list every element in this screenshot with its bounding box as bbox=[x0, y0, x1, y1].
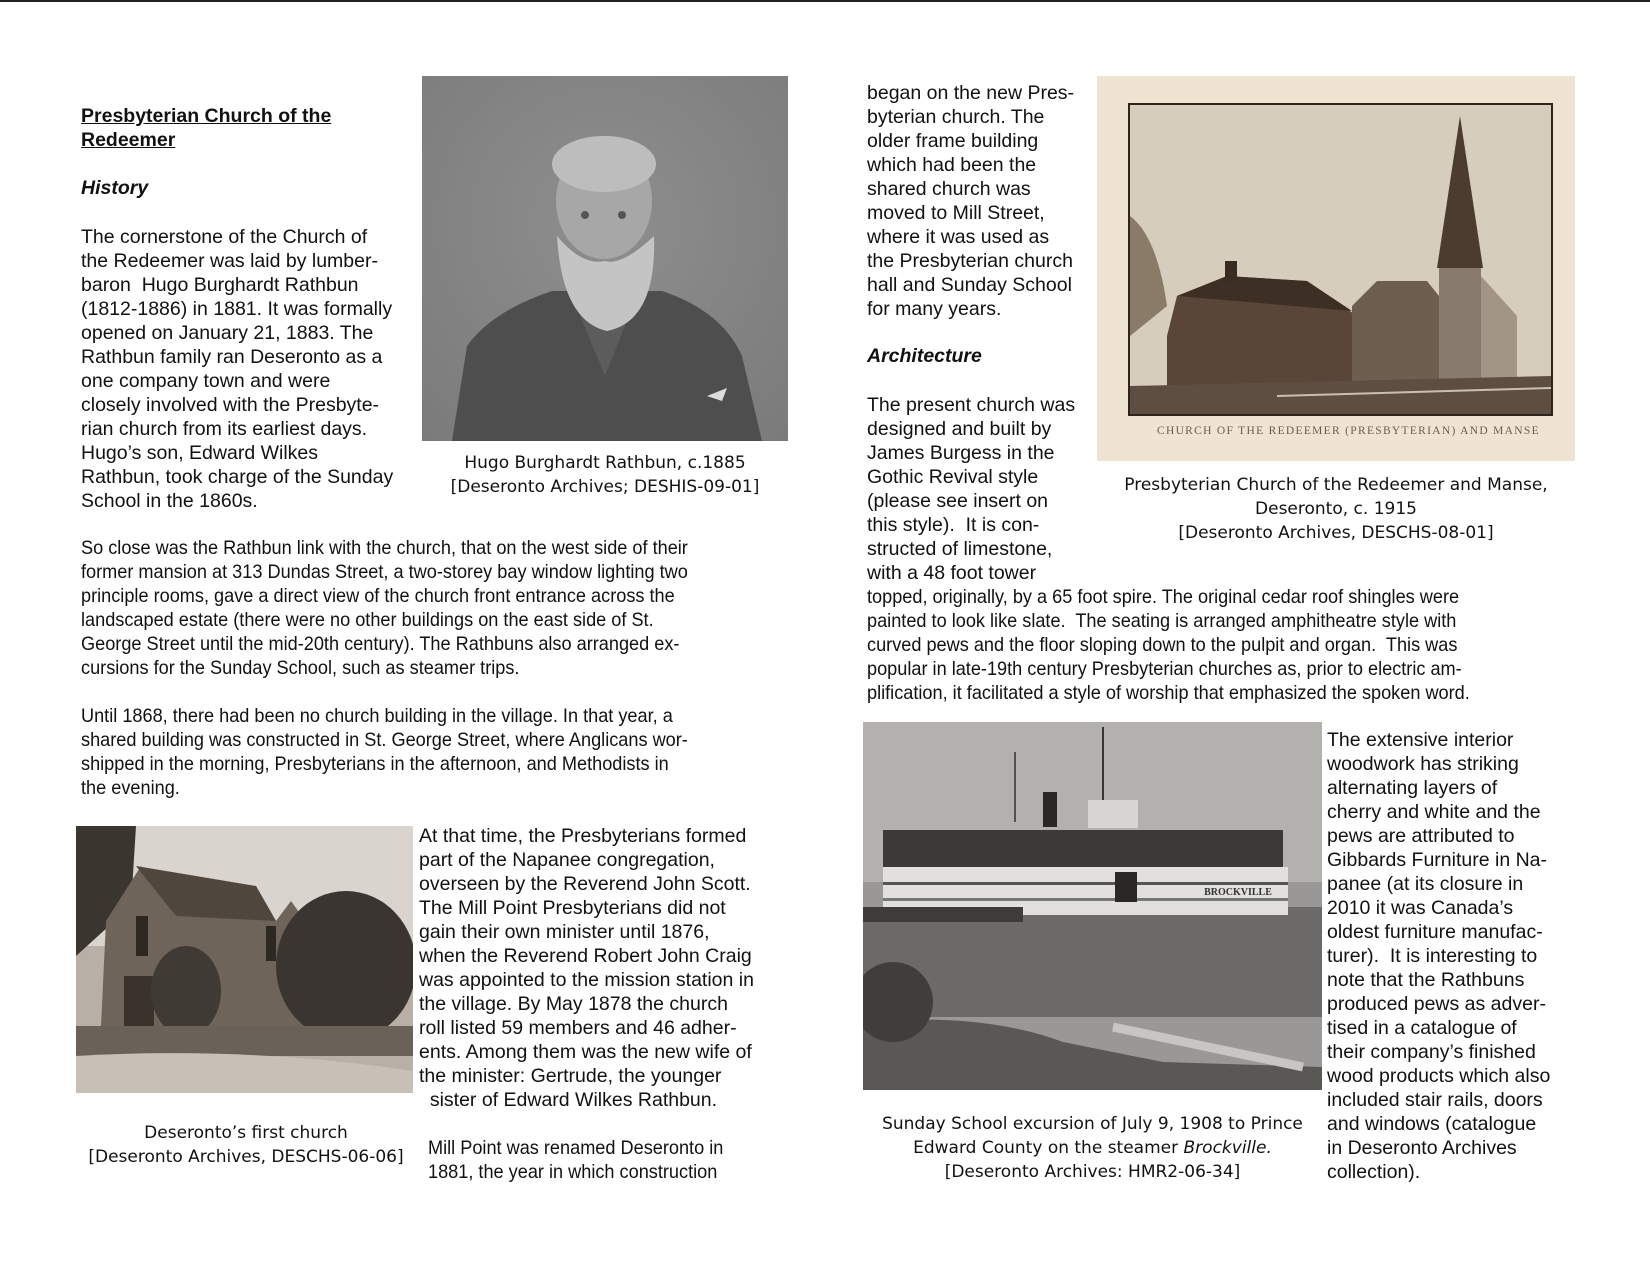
text-line: tised in a catalogue of bbox=[1327, 1017, 1517, 1039]
page-title bbox=[81, 104, 331, 152]
history-paragraph-1 bbox=[81, 225, 393, 513]
text-line: (please see insert on bbox=[867, 490, 1049, 512]
text-line: structed of limestone, bbox=[867, 538, 1053, 560]
text-line: the village. By May 1878 the church bbox=[419, 993, 728, 1015]
first-church-image bbox=[76, 826, 413, 1093]
text-line: The cornerstone of the Church of bbox=[81, 226, 368, 248]
text-line: collection). bbox=[1327, 1161, 1421, 1183]
text-line: rian church from its earliest days. bbox=[81, 418, 368, 440]
text-line: principle rooms, gave a direct view of the church front entrance across the bbox=[81, 585, 675, 607]
text-line: which had been the bbox=[867, 154, 1037, 176]
ship-name: BROCKVILLE bbox=[1204, 887, 1272, 898]
text-line: The extensive interior bbox=[1327, 729, 1514, 751]
church-manse-image bbox=[1097, 76, 1575, 461]
text-line: hall and Sunday School bbox=[867, 274, 1072, 296]
title-line: Presbyterian Church of the bbox=[81, 105, 332, 127]
text-line: began on the new Pres- bbox=[867, 82, 1075, 104]
text-line: the Redeemer was laid by lumber- bbox=[81, 250, 378, 272]
portrait-image bbox=[422, 76, 788, 441]
text-line: Gothic Revival style bbox=[867, 466, 1039, 488]
ship-name-italic: Brockville. bbox=[1183, 1138, 1272, 1158]
text-line: Mill Point was renamed Deseronto in bbox=[428, 1137, 724, 1159]
history-heading: History bbox=[81, 177, 149, 199]
text-line: the minister: Gertrude, the younger bbox=[419, 1065, 722, 1087]
text-line: cherry and white and the bbox=[1327, 801, 1541, 823]
text-line: moved to Mill Street, bbox=[867, 202, 1045, 224]
text-line: shared building was constructed in St. George Street, where Anglicans wor- bbox=[81, 729, 688, 751]
caption-line: Deseronto’s first church bbox=[144, 1123, 348, 1143]
text-line: Rathbun family ran Deseronto as a bbox=[81, 346, 383, 368]
architecture-paragraph-2 bbox=[867, 585, 1470, 705]
text-line: baron Hugo Burghardt Rathbun bbox=[81, 274, 359, 296]
text-line: overseen by the Reverend John Scott. bbox=[419, 873, 751, 895]
steamer-caption bbox=[863, 1112, 1322, 1184]
caption-line: Edward County on the steamer bbox=[913, 1138, 1184, 1158]
history-paragraph-3 bbox=[81, 704, 688, 800]
text-line: with a 48 foot tower bbox=[867, 562, 1037, 584]
text-line: (1812-1886) in 1881. It was formally bbox=[81, 298, 393, 320]
text-line: panee (at its closure in bbox=[1327, 873, 1524, 895]
text-line: 2010 it was Canada’s bbox=[1327, 897, 1514, 919]
text-line: alternating layers of bbox=[1327, 777, 1498, 799]
church-manse-caption bbox=[1097, 473, 1575, 545]
history-paragraph-2 bbox=[81, 536, 688, 680]
caption-line: [Deseronto Archives: HMR2-06-34] bbox=[944, 1162, 1241, 1182]
text-line: ents. Among them was the new wife of bbox=[419, 1041, 752, 1063]
text-line: plification, it facilitated a style of worship that emphasized the spoken word. bbox=[867, 682, 1470, 704]
text-line: the Presbyterian church bbox=[867, 250, 1073, 272]
text-line: shipped in the morning, Presbyterians in the afternoon, and Methodists in bbox=[81, 753, 669, 775]
text-line: Hugo’s son, Edward Wilkes bbox=[81, 442, 318, 464]
portrait-caption bbox=[422, 451, 788, 499]
text-line: roll listed 59 members and 46 adher- bbox=[419, 1017, 737, 1039]
text-line: this style). It is con- bbox=[867, 514, 1040, 536]
text-line: opened on January 21, 1883. The bbox=[81, 322, 374, 344]
caption-line: Sunday School excursion of July 9, 1908 to Prince bbox=[882, 1114, 1303, 1134]
text-line: painted to look like slate. The seating is arranged amphitheatre style with bbox=[867, 610, 1457, 632]
text-line: Rathbun, took charge of the Sunday bbox=[81, 466, 394, 488]
text-line: one company town and were bbox=[81, 370, 331, 392]
text-line: The present church was bbox=[867, 394, 1076, 416]
text-line: curved pews and the floor sloping down to the pulpit and organ. This was bbox=[867, 634, 1458, 656]
text-line: popular in late-19th century Presbyterian churches as, prior to electric am- bbox=[867, 658, 1462, 680]
text-line: So close was the Rathbun link with the church, that on the west side of their bbox=[81, 537, 688, 559]
church-manse-photo bbox=[1097, 76, 1575, 461]
page-top-border bbox=[0, 0, 1650, 2]
text-line: landscaped estate (there were no other buildings on the east side of St. bbox=[81, 609, 654, 631]
text-line: James Burgess in the bbox=[867, 442, 1055, 464]
text-line: included stair rails, doors bbox=[1327, 1089, 1543, 1111]
church-manse-printed-caption: CHURCH OF THE REDEEMER (PRESBYTERIAN) AND MANSE bbox=[1157, 425, 1540, 437]
text-line: was appointed to the mission station in bbox=[419, 969, 754, 991]
portrait-photo bbox=[422, 76, 788, 441]
text-line: where it was used as bbox=[867, 226, 1050, 248]
text-line: turer). It is interesting to bbox=[1327, 945, 1538, 967]
text-line: designed and built by bbox=[867, 418, 1052, 440]
caption-line: Deseronto, c. 1915 bbox=[1255, 499, 1417, 519]
architecture-heading: Architecture bbox=[867, 345, 982, 367]
first-church-photo bbox=[76, 826, 413, 1093]
caption-line: [Deseronto Archives, DESCHS-08-01] bbox=[1178, 523, 1494, 543]
text-line: and windows (catalogue bbox=[1327, 1113, 1537, 1135]
first-church-caption bbox=[76, 1121, 416, 1169]
text-line: oldest furniture manufac- bbox=[1327, 921, 1543, 943]
history-paragraph-6 bbox=[867, 81, 1074, 321]
title-line: Redeemer bbox=[81, 129, 176, 151]
text-line: wood products which also bbox=[1327, 1065, 1551, 1087]
text-line: byterian church. The bbox=[867, 106, 1045, 128]
text-line: produced pews as adver- bbox=[1327, 993, 1546, 1015]
text-line: note that the Rathbuns bbox=[1327, 969, 1525, 991]
text-line: gain their own minister until 1876, bbox=[419, 921, 710, 943]
text-line: the evening. bbox=[81, 777, 180, 799]
architecture-paragraph-3 bbox=[1327, 728, 1550, 1184]
steamer-image bbox=[863, 722, 1322, 1090]
text-line: Until 1868, there had been no church building in the village. In that year, a bbox=[81, 705, 673, 727]
steamer-photo bbox=[863, 722, 1322, 1090]
text-line: Gibbards Furniture in Na- bbox=[1327, 849, 1548, 871]
text-line: At that time, the Presbyterians formed bbox=[419, 825, 747, 847]
text-line: sister of Edward Wilkes Rathbun. bbox=[419, 1089, 718, 1111]
architecture-paragraph-1 bbox=[867, 393, 1075, 585]
text-line: for many years. bbox=[867, 298, 1002, 320]
caption-line: [Deseronto Archives, DESCHS-06-06] bbox=[88, 1147, 404, 1167]
history-paragraph-5 bbox=[428, 1136, 723, 1184]
history-paragraph-4 bbox=[419, 824, 754, 1112]
text-line: former mansion at 313 Dundas Street, a two-storey bay window lighting two bbox=[81, 561, 688, 583]
text-line: when the Reverend Robert John Craig bbox=[419, 945, 752, 967]
text-line: School in the 1860s. bbox=[81, 490, 258, 512]
text-line: shared church was bbox=[867, 178, 1031, 200]
text-line: topped, originally, by a 65 foot spire. The original cedar roof shingles were bbox=[867, 586, 1460, 608]
caption-line: Hugo Burghardt Rathbun, c.1885 bbox=[464, 453, 746, 473]
text-line: George Street until the mid-20th century). The Rathbuns also arranged ex- bbox=[81, 633, 680, 655]
caption-line: Presbyterian Church of the Redeemer and Manse, bbox=[1124, 475, 1548, 495]
text-line: closely involved with the Presbyte- bbox=[81, 394, 380, 416]
text-line: their company’s finished bbox=[1327, 1041, 1536, 1063]
text-line: cursions for the Sunday School, such as steamer trips. bbox=[81, 657, 520, 679]
text-line: pews are attributed to bbox=[1327, 825, 1515, 847]
text-line: part of the Napanee congregation, bbox=[419, 849, 715, 871]
text-line: The Mill Point Presbyterians did not bbox=[419, 897, 726, 919]
text-line: in Deseronto Archives bbox=[1327, 1137, 1517, 1159]
text-line: woodwork has striking bbox=[1327, 753, 1519, 775]
text-line: 1881, the year in which construction bbox=[428, 1161, 718, 1183]
caption-line: [Deseronto Archives; DESHIS-09-01] bbox=[450, 477, 760, 497]
text-line: older frame building bbox=[867, 130, 1039, 152]
